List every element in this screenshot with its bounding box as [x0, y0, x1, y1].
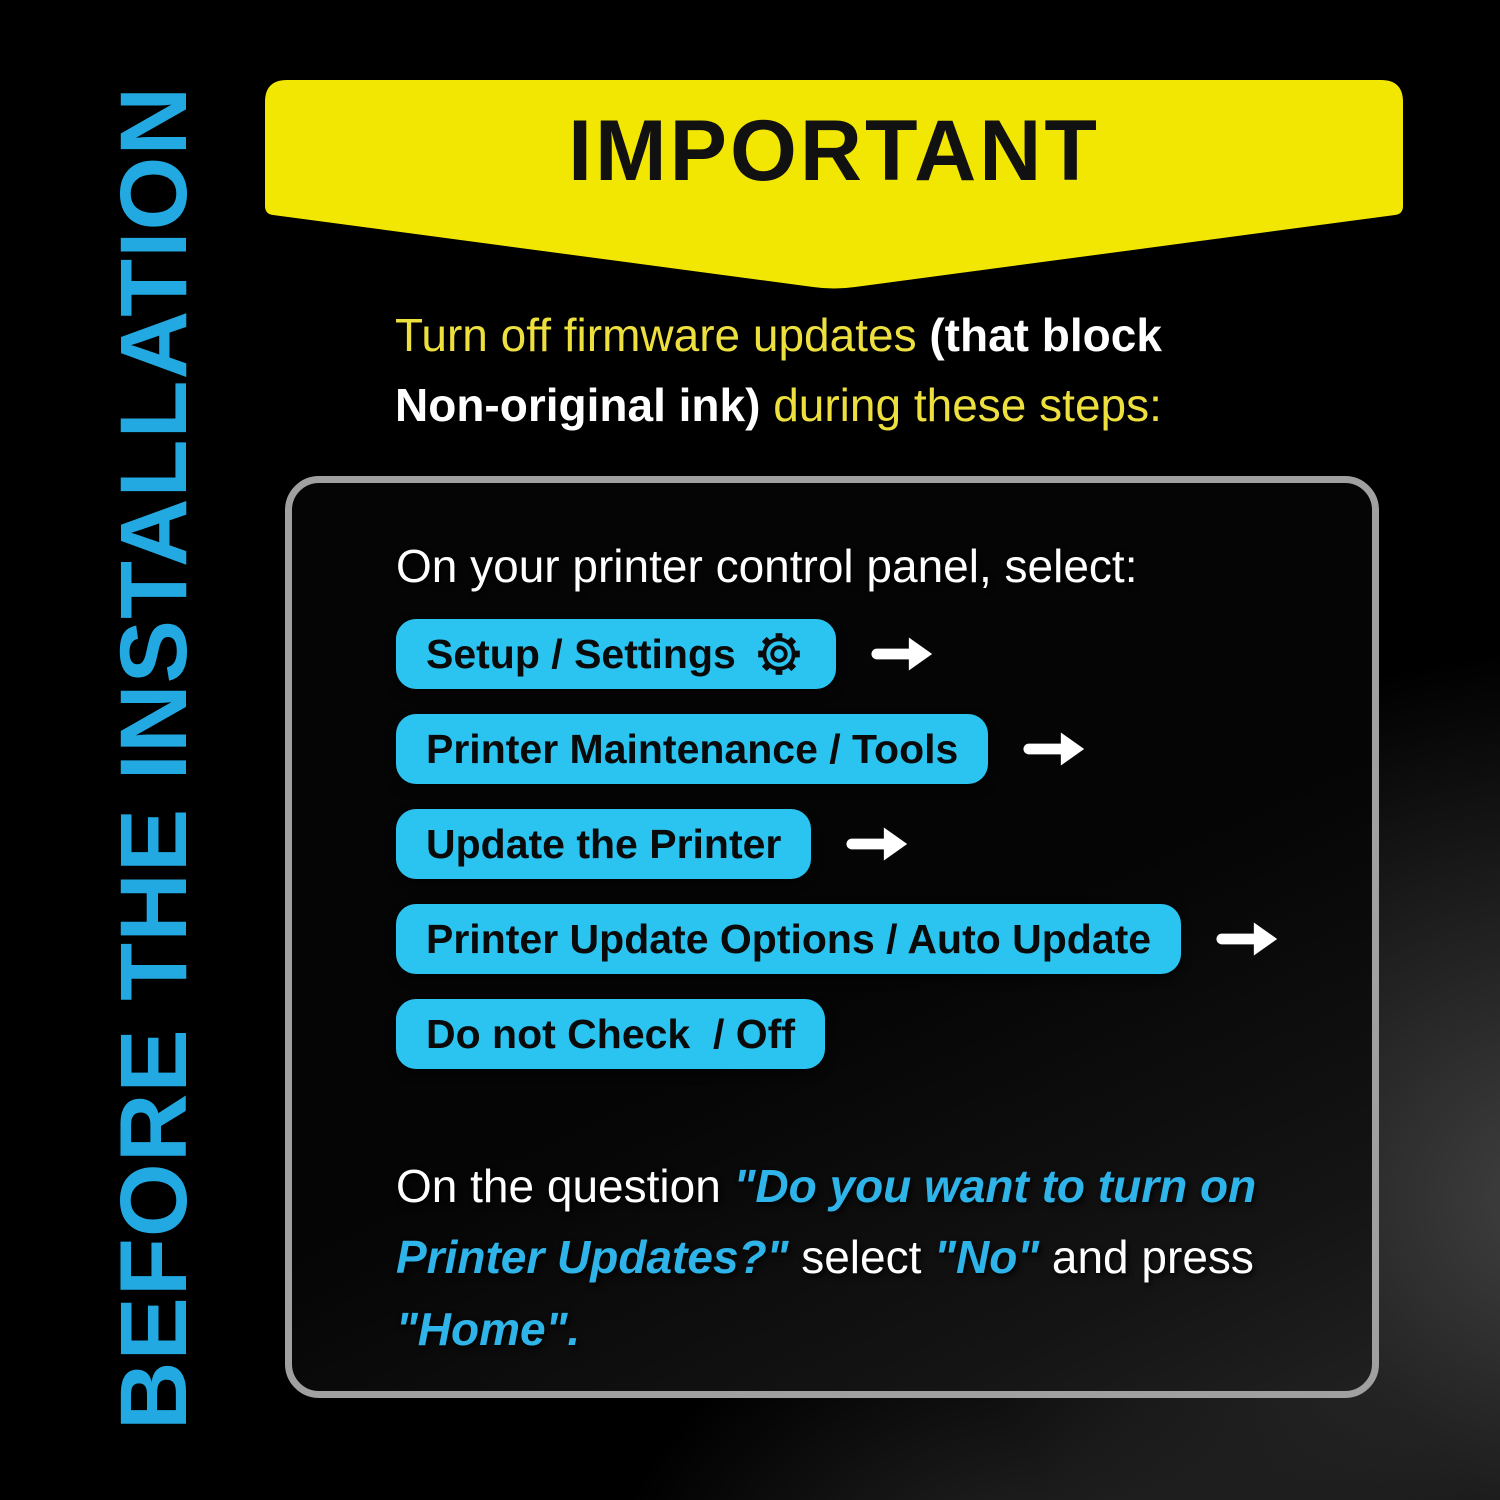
- printer-maintenance-tools-button[interactable]: [396, 714, 988, 784]
- intro-seg-yellow-1: Turn off firmware updates: [395, 309, 930, 361]
- note-seg-blue-home: "Home".: [396, 1302, 581, 1355]
- setup-settings-button[interactable]: [396, 619, 836, 689]
- printer-update-options-label: Printer Update Options / Auto Update: [426, 915, 1152, 962]
- step-row-printer-maintenance: [396, 714, 1283, 784]
- do-not-check-off-label: Do not Check / Off: [426, 1010, 795, 1057]
- step-row-update-options: [396, 904, 1283, 974]
- gear-icon: [752, 627, 806, 681]
- arrow-right-icon: [870, 632, 938, 676]
- setup-settings-label: Setup / Settings: [426, 630, 736, 677]
- intro-seg-yellow-2: during these steps:: [760, 379, 1162, 432]
- printer-maintenance-tools-label: Printer Maintenance / Tools: [426, 725, 959, 772]
- step-row-do-not-check: [396, 999, 1283, 1069]
- note-seg-blue-question: "Do you want to turn on Printer Updates?": [396, 1160, 1257, 1284]
- arrow-right-icon: [1022, 727, 1090, 771]
- step-row-update-printer: [396, 809, 1283, 879]
- panel-heading: On your printer control panel, select:: [396, 540, 1138, 592]
- banner-title: IMPORTANT: [568, 102, 1100, 199]
- printer-update-options-button[interactable]: [396, 904, 1181, 974]
- step-row-setup-settings: [396, 619, 1283, 689]
- note-seg-white-3: and press: [1039, 1231, 1254, 1284]
- intro-seg-white-bold: (that block Non-original ink): [395, 309, 1162, 432]
- steps-list: [396, 619, 1283, 1094]
- sidebar-vertical-label: BEFORE THE INSTALLATION: [100, 85, 207, 1431]
- note-seg-white-1: On the question: [396, 1160, 734, 1212]
- do-not-check-off-button[interactable]: [396, 999, 825, 1069]
- arrow-right-icon: [845, 822, 913, 866]
- update-the-printer-label: Update the Printer: [426, 820, 782, 867]
- instructions-panel: [285, 476, 1379, 1398]
- note-seg-white-2: select: [788, 1231, 935, 1284]
- note-seg-blue-no: "No": [934, 1231, 1040, 1284]
- update-the-printer-button[interactable]: [396, 809, 811, 879]
- intro-paragraph: [395, 300, 1240, 441]
- note-paragraph: [396, 1151, 1296, 1365]
- arrow-right-icon: [1215, 917, 1283, 961]
